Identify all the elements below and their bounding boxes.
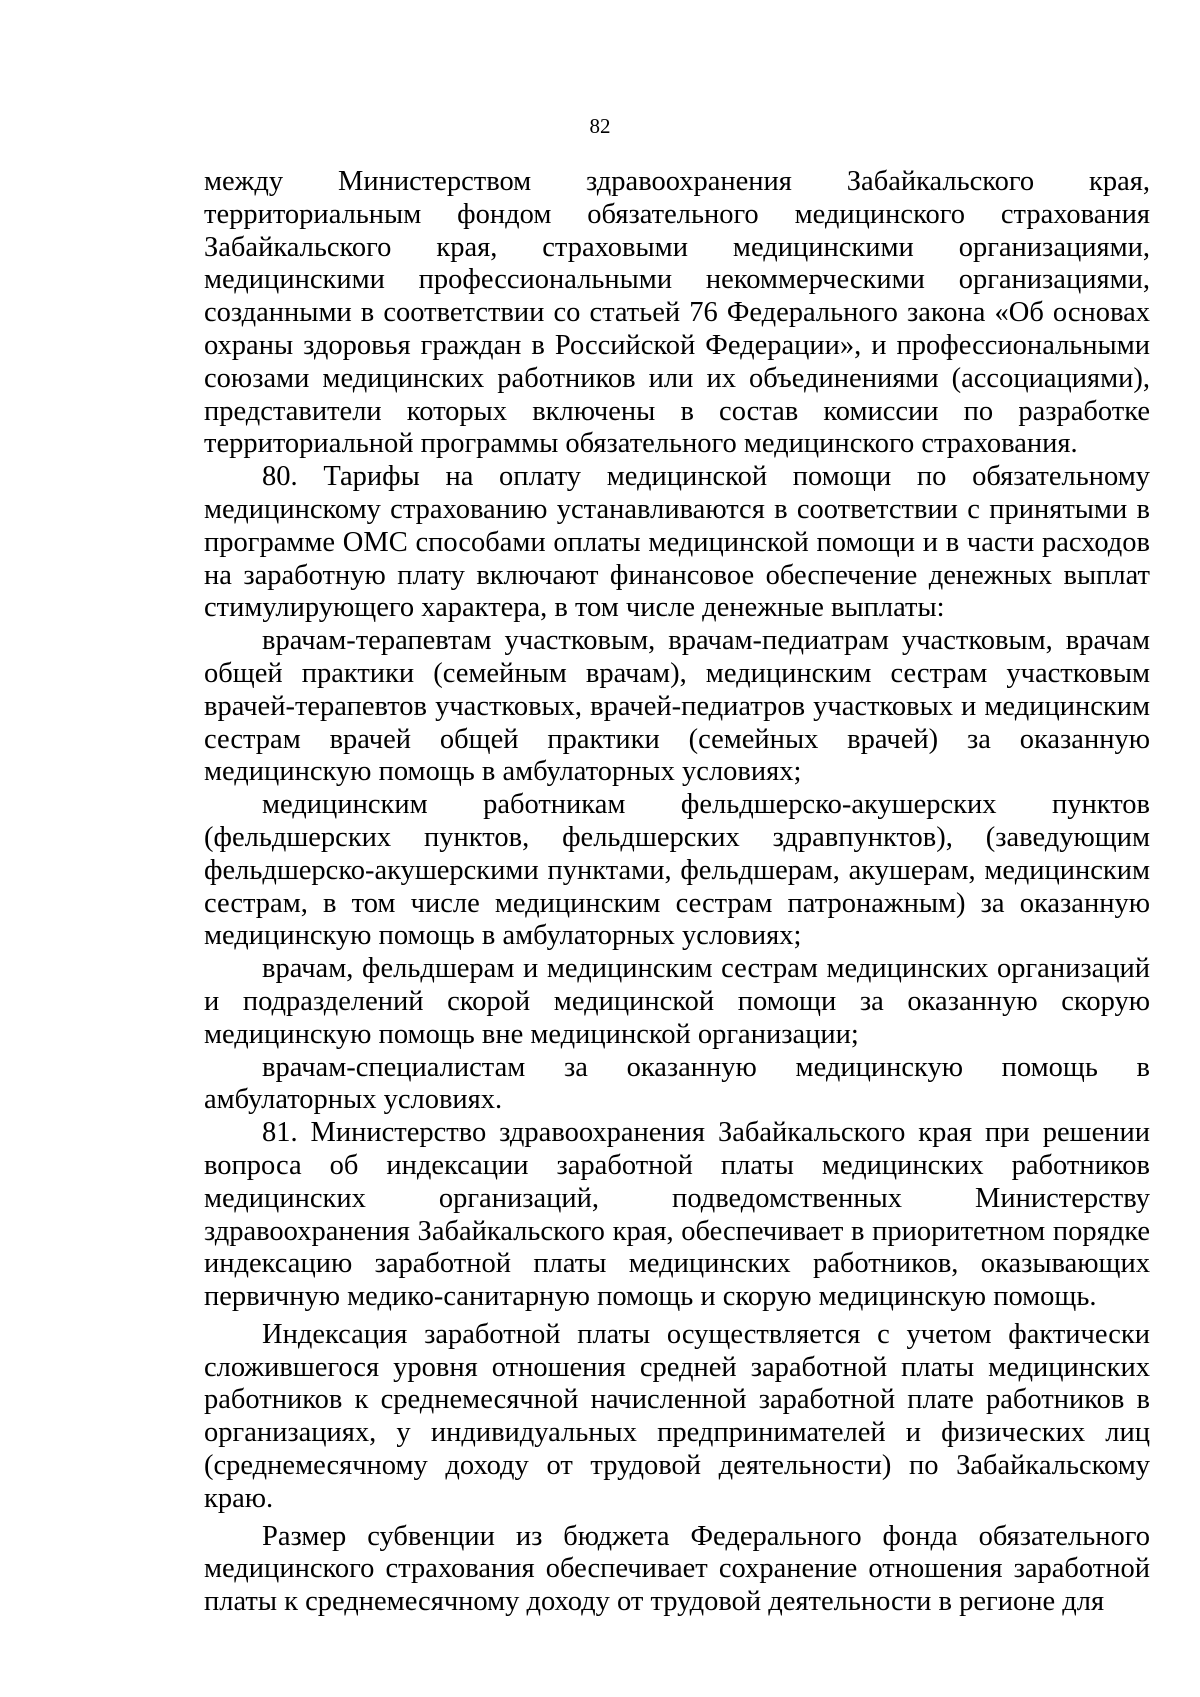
paragraph-subvention: Размер субвенции из бюджета Федерального фонда обязательного медицинского страхования обеспечивает сохранение отношения заработной платы к среднемесячному доходу от трудовой деятельности в регионе для <box>204 1520 1150 1618</box>
paragraph-feldsher-points: медицинским работникам фельдшерско-акушерских пунктов (фельдшерских пунктов, фельдшерских здравпунктов), (заведующим фельдшерско-акушерскими пунктами, фельдшерам, акушерам, медицинским сестрам, в том числе медицинским сестрам патронажным) за оказанную медицинскую помощь в амбулаторных условиях; <box>204 789 1150 952</box>
paragraph-80-tariffs: 80. Тарифы на оплату медицинской помощи по обязательному медицинскому страхованию устанавливаются в соответствии с принятыми в программе ОМС способами оплаты медицинской помощи и в части расходов на заработную плату включают финансовое обеспечение денежных выплат стимулирующего характера, в том числе денежные выплаты: <box>204 461 1150 624</box>
page-number: 82 <box>589 114 611 138</box>
paragraph-indexation-basis: Индексация заработной платы осуществляется с учетом фактически сложившегося уровня отношения средней заработной платы медицинских работников к среднемесячной начисленной заработной плате работников в организациях, у индивидуальных предпринимателей и физических лиц (среднемесячному доходу от трудовой деятельности) по Забайкальскому краю. <box>204 1318 1150 1514</box>
paragraph-emergency-care: врачам, фельдшерам и медицинским сестрам медицинских организаций и подразделений скорой медицинской помощи за оказанную скорую медицинскую помощь вне медицинской организации; <box>204 953 1150 1050</box>
document-body <box>204 166 1150 1619</box>
paragraph-81-indexation: 81. Министерство здравоохранения Забайкальского края при решении вопроса об индексации заработной платы медицинских работников медицинских организаций, подведомственных Министерству здравоохранения Забайкальского края, обеспечивает в приоритетном порядке индексацию заработной платы медицинских работников, оказывающих первичную медико-санитарную помощь и скорую медицинскую помощь. <box>204 1117 1150 1313</box>
paragraph-commission-participants: между Министерством здравоохранения Забайкальского края, территориальным фондом обязательного медицинского страхования Забайкальского края, страховыми медицинскими организациями, медицинскими профессиональными некоммерческими организациями, созданными в соответствии со статьей 76 Федерального закона «Об основах охраны здоровья граждан в Российской Федерации», и профессиональными союзами медицинских работников или их объединениями (ассоциациями), представители которых включены в состав комиссии по разработке территориальной программы обязательного медицинского страхования. <box>204 166 1150 460</box>
paragraph-district-doctors: врачам-терапевтам участковым, врачам-педиатрам участковым, врачам общей практики (семейным врачам), медицинским сестрам участковым врачей-терапевтов участковых, врачей-педиатров участковых и медицинским сестрам врачей общей практики (семейных врачей) за оказанную медицинскую помощь в амбулаторных условиях; <box>204 625 1150 788</box>
paragraph-specialists: врачам-специалистам за оказанную медицинскую помощь в амбулаторных условиях. <box>204 1051 1150 1116</box>
